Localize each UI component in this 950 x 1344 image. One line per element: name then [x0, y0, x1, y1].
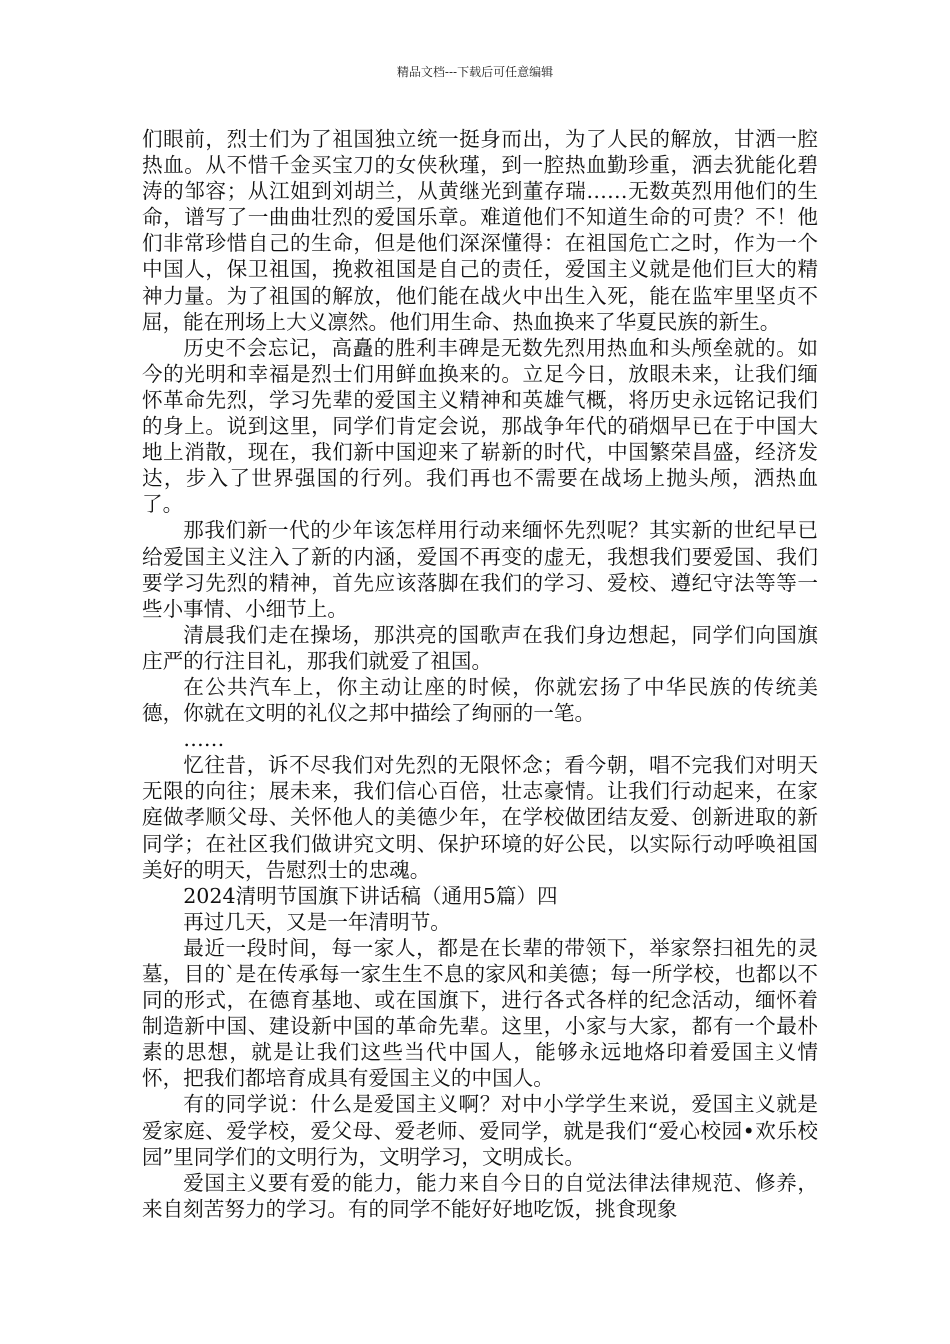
- paragraph: 那我们新一代的少年该怎样用行动来缅怀先烈呢？其实新的世纪早已给爱国主义注入了新的内涵，爱国不再变的虚无，我想我们要爱国、我们要学习先烈的精神，首先应该落脚在我们的学习、爱校、遵纪守法等等一些小事情、小细节上。: [142, 518, 818, 621]
- document-body: [142, 126, 818, 1222]
- paragraph: 有的同学说：什么是爱国主义啊？对中小学学生来说，爱国主义就是爱家庭、爱学校，爱父母、爱老师、爱同学，就是我们“爱心校园•欢乐校园”里同学们的文明行为，文明学习，文明成长。: [142, 1092, 818, 1169]
- section-heading: 2024清明节国旗下讲话稿（通用5篇）四: [183, 883, 558, 908]
- paragraph: 忆往昔，诉不尽我们对先烈的无限怀念；看今朝，唱不完我们对明天无限的向往；展未来，我们信心百倍，壮志豪情。让我们行动起来，在家庭做孝顺父母、关怀他人的美德少年，在学校做团结友爱、创新进取的新同学；在社区我们做讲究文明、保护环境的好公民，以实际行动呼唤祖国美好的明天，告慰烈士的忠魂。: [142, 753, 818, 882]
- paragraph: ……: [183, 727, 225, 752]
- paragraph: 最近一段时间，每一家人，都是在长辈的带领下，举家祭扫祖先的灵墓，目的`是在传承每一家生生不息的家风和美德；每一所学校，也都以不同的形式，在德育基地、或在国旗下，进行各式各样的纪念活动，缅怀着制造新中国、建设新中国的革命先辈。这里，小家与大家，都有一个最朴素的思想，就是让我们这些当代中国人，能够永远地烙印着爱国主义情怀，把我们都培育成具有爱国主义的中国人。: [142, 935, 818, 1091]
- page-header: 精品文档---下载后可任意编辑: [396, 65, 554, 79]
- paragraph: 历史不会忘记，高矗的胜利丰碑是无数先烈用热血和头颅垒就的。如今的光明和幸福是烈士们用鲜血换来的。立足今日，放眼未来，让我们缅怀革命先烈，学习先辈的爱国主义精神和英雄气概，将历史永远铭记我们的身上。说到这里，同学们肯定会说，那战争年代的硝烟早已在于中国大地上消散，现在，我们新中国迎来了崭新的时代，中国繁荣昌盛，经济发达，步入了世界强国的行列。我们再也不需要在战场上抛头颅，洒热血了。: [142, 335, 818, 517]
- paragraph: 们眼前，烈士们为了祖国独立统一挺身而出，为了人民的解放，甘洒一腔热血。从不惜千金买宝刀的女侠秋瑾，到一腔热血勤珍重，洒去犹能化碧涛的邹容；从江姐到刘胡兰，从黄继光到董存瑞……无数英烈用他们的生命，谱写了一曲曲壮烈的爱国乐章。难道他们不知道生命的可贵？不！他们非常珍惜自己的生命，但是他们深深懂得：在祖国危亡之时，作为一个中国人，保卫祖国，挽救祖国是自己的责任，爱国主义就是他们巨大的精神力量。为了祖国的解放，他们能在战火中出生入死，能在监牢里坚贞不屈，能在刑场上大义凛然。他们用生命、热血换来了华夏民族的新生。: [142, 127, 818, 334]
- paragraph: 爱国主义要有爱的能力，能力来自今日的自觉法律法律规范、修养，来自刻苦努力的学习。有的同学不能好好地吃饭，挑食现象: [142, 1170, 818, 1221]
- paragraph: 在公共汽车上，你主动让座的时候，你就宏扬了中华民族的传统美德，你就在文明的礼仪之邦中描绘了绚丽的一笔。: [142, 674, 818, 726]
- paragraph: 再过几天，又是一年清明节。: [183, 909, 451, 934]
- paragraph: 清晨我们走在操场，那洪亮的国歌声在我们身边想起，同学们向国旗庄严的行注目礼，那我们就爱了祖国。: [142, 622, 818, 673]
